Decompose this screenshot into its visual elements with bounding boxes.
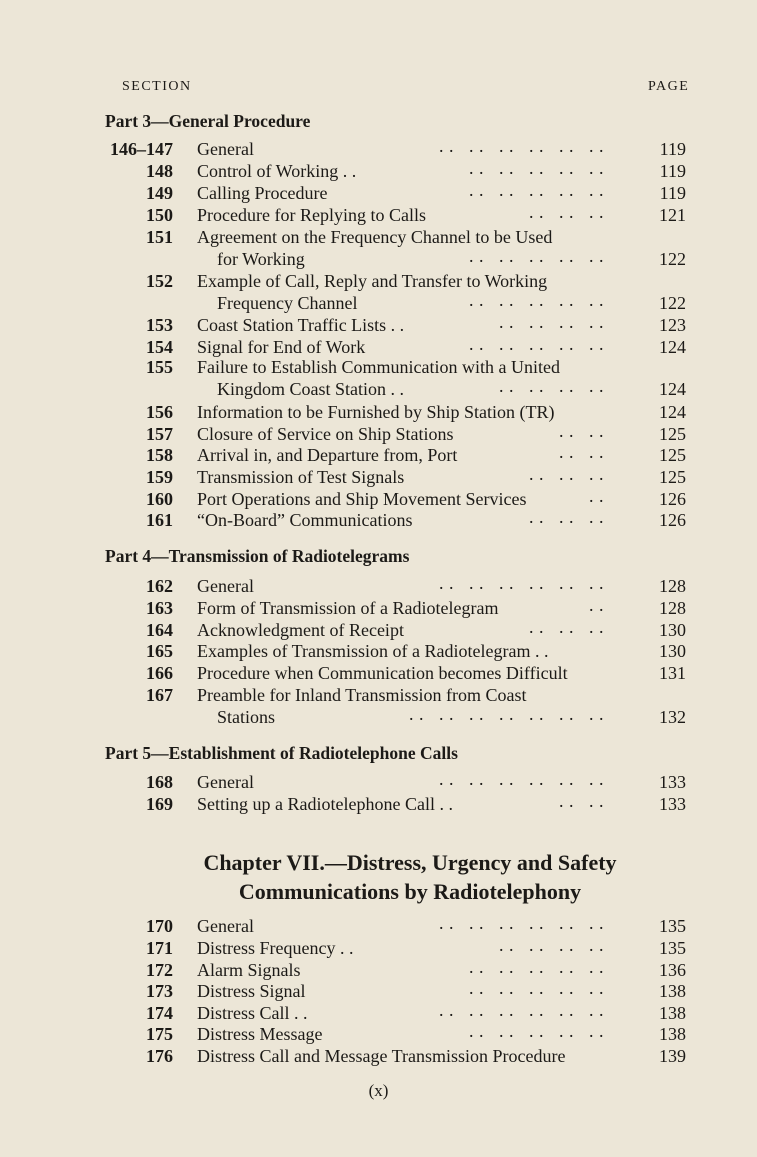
entry-title: Distress Frequency . .	[197, 938, 354, 958]
entry-title: Procedure when Communication becomes Difficult	[197, 663, 568, 683]
toc-entry	[100, 684, 700, 706]
page-column-header: PAGE	[648, 79, 690, 94]
page-ref: 124	[659, 402, 686, 422]
leader-dots: . . . . . .	[529, 617, 604, 637]
entry-title: Arrival in, and Departure from, Port	[197, 445, 458, 465]
section-number: 174	[146, 1003, 173, 1023]
section-number: 152	[146, 271, 173, 291]
section-number: 150	[146, 205, 173, 225]
leader-dots: . . . . . . . . . .	[469, 957, 604, 977]
toc-entry	[100, 336, 700, 358]
leader-dots: . . . . . . . . . .	[469, 180, 604, 200]
section-number: 158	[146, 445, 173, 465]
leader-dots: . . . . . . . . . . . .	[439, 573, 604, 593]
entry-title: Port Operations and Ship Movement Services	[197, 489, 527, 509]
section-number: 169	[146, 794, 173, 814]
toc-entry	[100, 423, 700, 445]
page-ref: 126	[659, 510, 686, 530]
section-number: 159	[146, 467, 173, 487]
entry-title: Setting up a Radiotelephone Call . .	[197, 794, 453, 814]
page-ref: 135	[659, 938, 686, 958]
toc-entry	[100, 248, 700, 270]
leader-dots: . . . . . . . . . .	[469, 1021, 604, 1041]
toc-entry	[100, 662, 700, 684]
toc-entry	[100, 1023, 700, 1045]
page-ref: 124	[659, 379, 686, 399]
toc-entry	[100, 771, 700, 793]
entry-title: Frequency Channel	[217, 293, 358, 313]
page-ref: 133	[659, 794, 686, 814]
page-ref: 138	[659, 1003, 686, 1023]
entry-title: General	[197, 576, 254, 596]
entry-title: Distress Call and Message Transmission Procedure	[197, 1046, 566, 1066]
entry-title: Example of Call, Reply and Transfer to Working	[197, 271, 548, 291]
entry-title: Signal for End of Work	[197, 337, 366, 357]
section-column-header: SECTION	[122, 79, 192, 94]
leader-dots: . . . . . . . . . . . .	[439, 1000, 604, 1020]
chapter-title-line1: Chapter VII.—Distress, Urgency and Safety	[203, 850, 617, 875]
section-number: 160	[146, 489, 173, 509]
leader-dots: . . . . . .	[529, 464, 604, 484]
section-number: 175	[146, 1024, 173, 1044]
leader-dots: . . . . . .	[529, 507, 604, 527]
leader-dots: . .	[589, 595, 604, 615]
page-ref: 123	[659, 315, 686, 335]
page-ref: 139	[659, 1046, 686, 1066]
section-number: 156	[146, 402, 173, 422]
entry-title: Procedure for Replying to Calls	[197, 205, 426, 225]
page-ref: 138	[659, 981, 686, 1001]
leader-dots: . . . . . . . . . .	[469, 290, 604, 310]
entry-title: for Working	[217, 249, 305, 269]
leader-dots: . . . . . . . . . . . .	[439, 769, 604, 789]
page-ref: 135	[659, 916, 686, 936]
entry-title: Preamble for Inland Transmission from Coast	[197, 685, 527, 705]
entry-title: Transmission of Test Signals	[197, 467, 405, 487]
toc-entry	[100, 466, 700, 488]
toc-entry	[100, 182, 700, 204]
entry-title: Information to be Furnished by Ship Station (TR)	[197, 402, 555, 422]
leader-dots: . . . .	[559, 791, 604, 811]
leader-dots: . . . . . .	[529, 202, 604, 222]
section-number: 162	[146, 576, 173, 596]
page-ref: 130	[659, 641, 686, 661]
toc-entry	[100, 640, 700, 662]
entry-title: General	[197, 139, 254, 159]
chapter-title-line2: Communications by Radiotelephony	[238, 879, 582, 904]
entry-title: Agreement on the Frequency Channel to be Used	[197, 227, 553, 247]
section-number: 151	[146, 227, 173, 247]
entry-title: Distress Signal	[197, 981, 306, 1001]
page-ref: 133	[659, 772, 686, 792]
section-number: 163	[146, 598, 173, 618]
section-number: 146–147	[110, 139, 173, 159]
section-number: 172	[146, 960, 173, 980]
toc-entry	[100, 378, 700, 400]
section-number: 167	[146, 685, 173, 705]
toc-entry	[100, 980, 700, 1002]
entry-title: General	[197, 916, 254, 936]
entry-title: Failure to Establish Communication with a United	[197, 357, 560, 377]
page-ref: 136	[659, 960, 686, 980]
leader-dots: . . . . . . . . . .	[469, 334, 604, 354]
section-number: 173	[146, 981, 173, 1001]
toc-entry	[100, 488, 700, 510]
part-heading: Part 3—General Procedure	[105, 111, 311, 131]
section-number: 164	[146, 620, 173, 640]
entry-title: “On-Board” Communications	[197, 510, 413, 530]
page-ref: 126	[659, 489, 686, 509]
toc-entry	[100, 226, 700, 248]
leader-dots: . .	[589, 486, 604, 506]
section-number: 149	[146, 183, 173, 203]
entry-title: Alarm Signals	[197, 960, 301, 980]
toc-entry	[100, 160, 700, 182]
toc-entry	[100, 356, 700, 378]
toc-entry	[100, 1002, 700, 1024]
page-ref: 119	[659, 183, 686, 203]
entry-title: Distress Call . .	[197, 1003, 308, 1023]
page-ref: 119	[659, 139, 686, 159]
section-number: 165	[146, 641, 173, 661]
section-number: 170	[146, 916, 173, 936]
entry-title: General	[197, 772, 254, 792]
leader-dots: . . . . . . . . . . . . . .	[409, 704, 604, 724]
toc-entry	[100, 292, 700, 314]
leader-dots: . . . . . . . . . .	[469, 246, 604, 266]
leader-dots: . . . . . . . .	[499, 376, 604, 396]
toc-entry	[100, 597, 700, 619]
toc-entry	[100, 204, 700, 226]
section-number: 166	[146, 663, 173, 683]
toc-entry	[100, 509, 700, 531]
toc-entry	[100, 314, 700, 336]
toc-entry	[100, 619, 700, 641]
toc-entry	[100, 959, 700, 981]
section-number: 154	[146, 337, 173, 357]
page-ref: 138	[659, 1024, 686, 1044]
section-number: 153	[146, 315, 173, 335]
toc-entry	[100, 401, 700, 423]
toc-entry	[100, 270, 700, 292]
section-number: 176	[146, 1046, 173, 1066]
toc-entry	[100, 915, 700, 937]
page-ref: 124	[659, 337, 686, 357]
entry-title: Coast Station Traffic Lists . .	[197, 315, 405, 335]
page-ref: 128	[659, 598, 686, 618]
section-number: 161	[146, 510, 173, 530]
page-number: (x)	[368, 1081, 389, 1100]
section-number: 148	[146, 161, 173, 181]
leader-dots: . . . . . . . .	[499, 935, 604, 955]
toc-entry	[100, 937, 700, 959]
entry-title: Closure of Service on Ship Stations	[197, 424, 454, 444]
chapter-title	[100, 848, 720, 906]
leader-dots: . . . . . . . . . .	[469, 978, 604, 998]
entry-title: Control of Working . .	[197, 161, 357, 181]
page-ref: 125	[659, 424, 686, 444]
entry-title: Distress Message	[197, 1024, 323, 1044]
toc-entry	[100, 575, 700, 597]
entry-title: Examples of Transmission of a Radiotelegram . .	[197, 641, 549, 661]
page-ref: 125	[659, 445, 686, 465]
page-ref: 121	[659, 205, 686, 225]
section-number: 168	[146, 772, 173, 792]
toc-entry	[100, 138, 700, 160]
page-ref: 122	[659, 293, 686, 313]
entry-title: Calling Procedure	[197, 183, 328, 203]
part-heading: Part 5—Establishment of Radiotelephone Calls	[105, 743, 458, 763]
section-number: 155	[146, 357, 173, 377]
entry-title: Stations	[217, 707, 276, 727]
page-ref: 122	[659, 249, 686, 269]
page-ref: 130	[659, 620, 686, 640]
entry-title: Acknowledgment of Receipt	[197, 620, 404, 640]
leader-dots: . . . . . . . . . . . .	[439, 913, 604, 933]
page-ref: 119	[659, 161, 686, 181]
leader-dots: . . . .	[559, 442, 604, 462]
page-ref: 131	[659, 663, 686, 683]
page-ref: 125	[659, 467, 686, 487]
entry-title: Form of Transmission of a Radiotelegram	[197, 598, 499, 618]
leader-dots: . . . . . . . . . . . .	[439, 136, 604, 156]
toc-entry	[100, 444, 700, 466]
leader-dots: . . . .	[559, 421, 604, 441]
leader-dots: . . . . . . . .	[499, 312, 604, 332]
entry-title: Kingdom Coast Station . .	[217, 379, 405, 399]
page-ref: 132	[659, 707, 686, 727]
toc-entry	[100, 706, 700, 728]
section-number: 171	[146, 938, 173, 958]
leader-dots: . . . . . . . . . .	[469, 158, 604, 178]
page-ref: 128	[659, 576, 686, 596]
toc-entry	[100, 1045, 700, 1067]
section-number: 157	[146, 424, 173, 444]
part-heading: Part 4—Transmission of Radiotelegrams	[105, 546, 410, 566]
toc-entry	[100, 793, 700, 815]
